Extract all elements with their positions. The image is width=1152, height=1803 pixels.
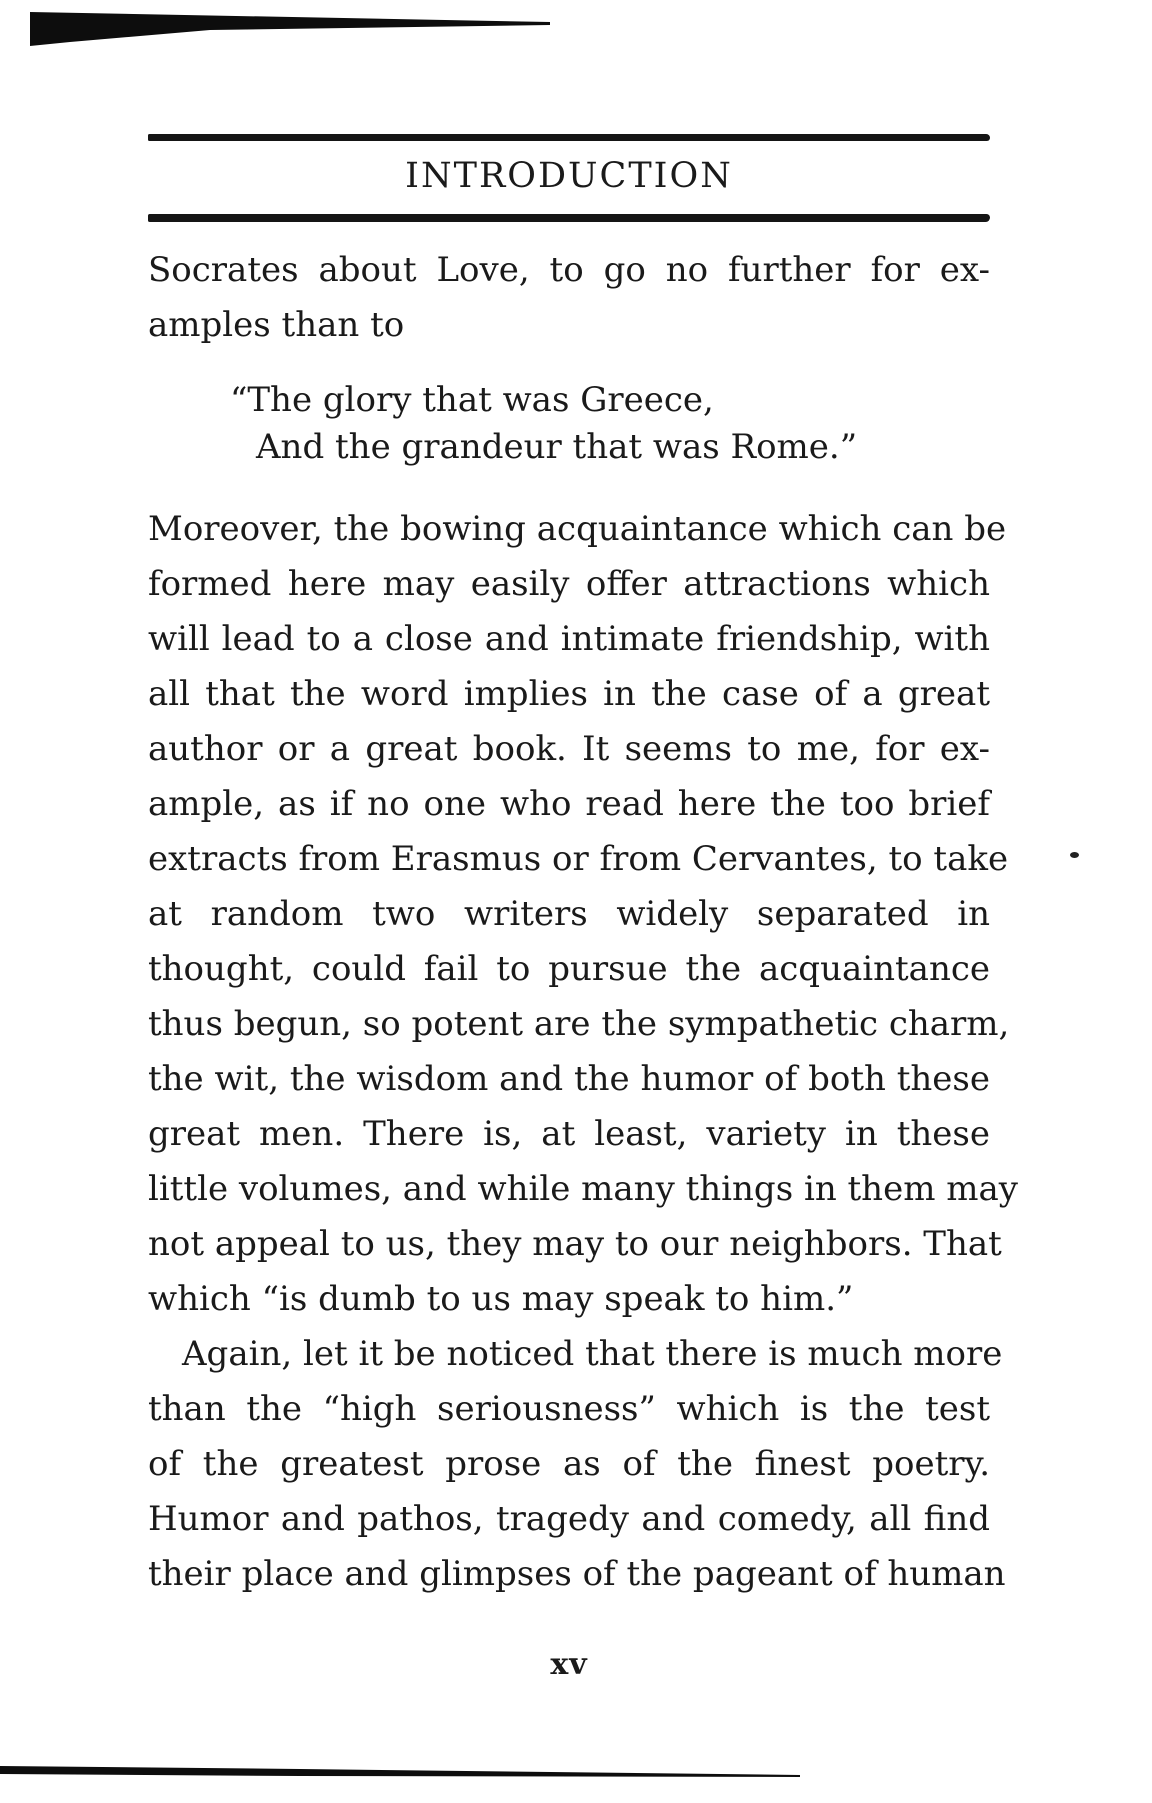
text-line: Socrates about Love, to go no further for ex- xyxy=(148,250,990,290)
scan-edge-mark-bottom xyxy=(0,1760,800,1790)
text-line: their place and glimpses of the pageant of human xyxy=(148,1554,1006,1594)
text-line: amples than to xyxy=(148,305,405,345)
text-line: formed here may easily offer attractions which xyxy=(148,564,990,604)
verse-line: “The glory that was Greece, xyxy=(230,380,714,420)
text-line: Moreover, the bowing acquaintance which can be xyxy=(148,509,1007,549)
text-line: of the greatest prose as of the finest poetry. xyxy=(148,1444,990,1484)
text-line: little volumes, and while many things in them may xyxy=(148,1169,1018,1209)
verse-line: And the grandeur that was Rome.” xyxy=(256,427,858,467)
margin-ink-fleck xyxy=(1070,852,1079,858)
text-line: extracts from Erasmus or from Cervantes, to take xyxy=(148,839,1009,879)
paragraph xyxy=(148,1327,1006,1602)
text-line: at random two writers widely separated in xyxy=(148,894,990,934)
text-line: great men. There is, at least, variety in these xyxy=(148,1114,990,1154)
text-line: author or a great book. It seems to me, for ex- xyxy=(148,729,990,769)
paragraph xyxy=(148,502,1018,1327)
scan-edge-mark-top xyxy=(30,12,550,52)
text-line: thought, could fail to pursue the acquaintance xyxy=(148,949,990,989)
text-line: the wit, the wisdom and the humor of both these xyxy=(148,1059,990,1099)
header-rule-top xyxy=(148,134,990,141)
header-rule-bottom xyxy=(148,214,990,222)
text-line: not appeal to us, they may to our neighbors. That xyxy=(148,1224,1002,1264)
verse-quotation xyxy=(148,377,990,471)
text-line: which “is dumb to us may speak to him.” xyxy=(148,1279,854,1319)
text-line: Again, let it be noticed that there is much more xyxy=(182,1334,1003,1374)
text-line: Humor and pathos, tragedy and comedy, all find xyxy=(148,1499,990,1539)
text-line: ample, as if no one who read here the too brief xyxy=(148,784,990,824)
running-head: INTRODUCTION xyxy=(405,156,733,196)
text-line: will lead to a close and intimate friendship, with xyxy=(148,619,990,659)
page-number: xv xyxy=(550,1647,588,1682)
text-line: than the “high seriousness” which is the test xyxy=(148,1389,990,1429)
text-line: all that the word implies in the case of a great xyxy=(148,674,990,714)
text-line: thus begun, so potent are the sympathetic charm, xyxy=(148,1004,1010,1044)
body-text xyxy=(148,243,1018,1602)
